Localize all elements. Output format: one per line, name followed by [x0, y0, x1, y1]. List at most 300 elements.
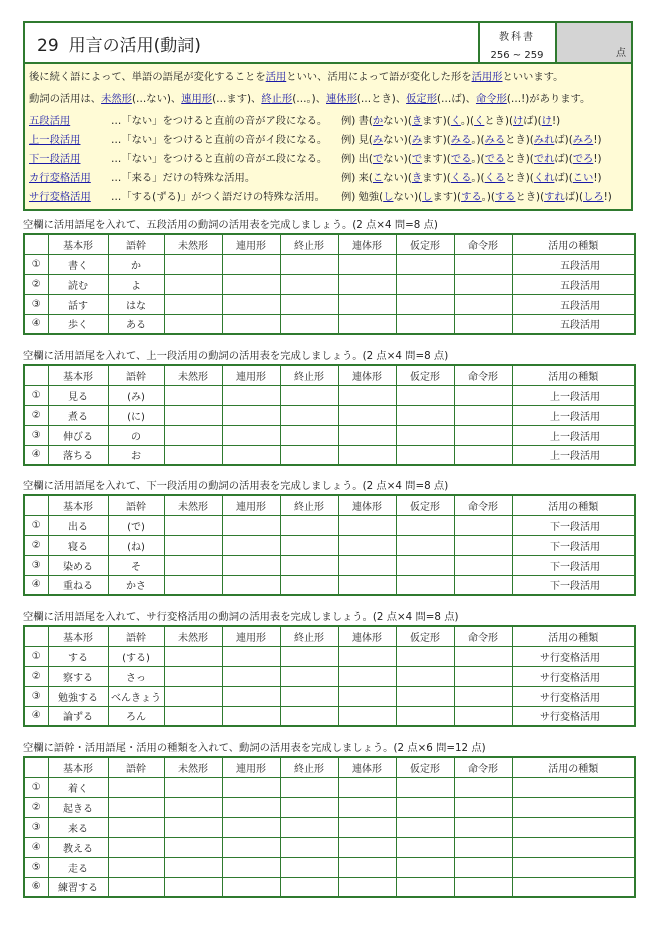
- example-ending: しろ: [583, 191, 604, 203]
- table-row: [24, 575, 635, 595]
- text: (…とき)、: [356, 93, 407, 105]
- table-header-row: [24, 495, 635, 515]
- answer-cell[interactable]: [512, 777, 635, 797]
- answer-cell[interactable]: [164, 837, 222, 857]
- answer-cell[interactable]: [280, 515, 338, 535]
- answer-cell[interactable]: [454, 646, 512, 666]
- answer-cell[interactable]: [280, 857, 338, 877]
- example-ending: み: [411, 134, 423, 146]
- answer-cell[interactable]: [164, 405, 222, 425]
- example-text: !): [593, 134, 602, 146]
- answer-cell[interactable]: [396, 405, 454, 425]
- text: (…。)、: [292, 93, 326, 105]
- table-cell: 上一段活用: [512, 405, 635, 425]
- table-cell: (に): [108, 405, 164, 425]
- column-header: 語幹: [108, 495, 164, 515]
- answer-cell[interactable]: [338, 535, 396, 555]
- kind-name: 上一段活用: [29, 134, 81, 146]
- row-number: ①: [24, 254, 48, 274]
- answer-cell[interactable]: [338, 797, 396, 817]
- answer-cell[interactable]: [338, 646, 396, 666]
- text: 動詞の活用は、: [29, 93, 102, 105]
- answer-cell[interactable]: [338, 254, 396, 274]
- answer-cell[interactable]: [338, 314, 396, 334]
- answer-cell[interactable]: [164, 857, 222, 877]
- example-text: ない)(: [393, 191, 423, 203]
- column-header: [24, 495, 48, 515]
- table-row: [24, 837, 635, 857]
- table-cell: (する): [108, 646, 164, 666]
- table-cell: 下一段活用: [512, 535, 635, 555]
- answer-cell[interactable]: [280, 385, 338, 405]
- answer-cell[interactable]: [396, 646, 454, 666]
- worksheet-header: [23, 21, 633, 64]
- answer-cell[interactable]: [338, 385, 396, 405]
- table-cell: 読む: [48, 274, 108, 294]
- answer-cell[interactable]: [164, 777, 222, 797]
- answer-cell[interactable]: [396, 797, 454, 817]
- answer-cell[interactable]: [164, 294, 222, 314]
- row-number: ④: [24, 706, 48, 726]
- answer-cell[interactable]: [396, 294, 454, 314]
- table-cell: 教える: [48, 837, 108, 857]
- example-text: 例) 見(: [341, 134, 373, 146]
- answer-cell[interactable]: [222, 575, 280, 595]
- table-row: [24, 857, 635, 877]
- answer-cell[interactable]: [164, 535, 222, 555]
- kind-description: …「ない」をつけると直前の音がイ段になる。: [111, 134, 328, 146]
- example-text: 例) 勉強(: [341, 191, 384, 203]
- explanation-line-1: [29, 72, 563, 82]
- column-header: 未然形: [164, 495, 222, 515]
- answer-cell[interactable]: [396, 575, 454, 595]
- answer-cell[interactable]: [222, 857, 280, 877]
- answer-cell[interactable]: [512, 837, 635, 857]
- row-number: ③: [24, 686, 48, 706]
- table-row: [24, 706, 635, 726]
- kind-name: 五段活用: [29, 115, 71, 127]
- table-row: [24, 535, 635, 555]
- column-header: 仮定形: [396, 495, 454, 515]
- answer-cell[interactable]: [164, 575, 222, 595]
- table-cell: 書く: [48, 254, 108, 274]
- answer-cell[interactable]: [338, 274, 396, 294]
- example-ending: く: [450, 115, 461, 127]
- row-number: ③: [24, 425, 48, 445]
- answer-cell[interactable]: [280, 706, 338, 726]
- column-header: 基本形: [48, 365, 108, 385]
- answer-cell[interactable]: [454, 385, 512, 405]
- column-header: 命令形: [454, 757, 512, 777]
- answer-cell[interactable]: [222, 425, 280, 445]
- answer-cell[interactable]: [222, 314, 280, 334]
- answer-cell[interactable]: [338, 877, 396, 897]
- kind-description: …「ない」をつけると直前の音がア段になる。: [111, 115, 328, 127]
- answer-cell[interactable]: [396, 817, 454, 837]
- answer-cell[interactable]: [222, 385, 280, 405]
- term: 連用形: [181, 93, 213, 105]
- table-cell: 練習する: [48, 877, 108, 897]
- answer-cell[interactable]: [108, 837, 164, 857]
- example-ending: き: [411, 115, 423, 127]
- answer-cell[interactable]: [164, 817, 222, 837]
- term: 命令形: [475, 93, 507, 105]
- row-number: ①: [24, 646, 48, 666]
- textbook-label: 教科書: [499, 32, 535, 43]
- example-text: ない)(: [383, 115, 412, 127]
- answer-cell[interactable]: [164, 445, 222, 465]
- example-text: ない)(: [383, 172, 412, 184]
- answer-cell[interactable]: [338, 425, 396, 445]
- answer-cell[interactable]: [396, 777, 454, 797]
- answer-cell[interactable]: [164, 706, 222, 726]
- column-header: 連用形: [222, 495, 280, 515]
- column-header: 命令形: [454, 234, 512, 254]
- example-text: とき)(: [505, 134, 534, 146]
- table-cell: 染める: [48, 555, 108, 575]
- answer-cell[interactable]: [338, 666, 396, 686]
- answer-cell[interactable]: [454, 445, 512, 465]
- example-text: ば)(: [564, 191, 584, 203]
- conjugation-kind-row: [29, 173, 601, 183]
- answer-cell[interactable]: [338, 837, 396, 857]
- column-header: 未然形: [164, 626, 222, 646]
- answer-cell[interactable]: [222, 254, 280, 274]
- answer-cell[interactable]: [108, 777, 164, 797]
- answer-cell[interactable]: [164, 646, 222, 666]
- row-number: ④: [24, 445, 48, 465]
- example-text: !): [593, 153, 602, 165]
- answer-cell[interactable]: [512, 857, 635, 877]
- conjugation-table: [23, 756, 636, 898]
- answer-cell[interactable]: [454, 777, 512, 797]
- answer-cell[interactable]: [280, 575, 338, 595]
- text: (…ない)、: [131, 93, 182, 105]
- answer-cell[interactable]: [280, 686, 338, 706]
- answer-cell[interactable]: [396, 445, 454, 465]
- example-ending: く: [474, 115, 485, 127]
- column-header: 終止形: [280, 365, 338, 385]
- answer-cell[interactable]: [338, 706, 396, 726]
- answer-cell[interactable]: [396, 686, 454, 706]
- example-text: とき)(: [505, 172, 534, 184]
- term: 連体形: [326, 93, 357, 105]
- table-cell: (み): [108, 385, 164, 405]
- example-text: ます)(: [422, 172, 451, 184]
- example-text: とき)(: [505, 153, 534, 165]
- answer-cell[interactable]: [164, 686, 222, 706]
- answer-cell[interactable]: [164, 385, 222, 405]
- table-cell: べんきょう: [108, 686, 164, 706]
- score-box[interactable]: [555, 23, 631, 62]
- answer-cell[interactable]: [222, 445, 280, 465]
- answer-cell[interactable]: [108, 877, 164, 897]
- text: といい、活用によって語が変化した形を: [286, 71, 472, 83]
- answer-cell[interactable]: [280, 777, 338, 797]
- answer-cell[interactable]: [222, 515, 280, 535]
- answer-cell[interactable]: [280, 445, 338, 465]
- answer-cell[interactable]: [280, 425, 338, 445]
- column-header: 基本形: [48, 626, 108, 646]
- row-number: ③: [24, 555, 48, 575]
- answer-cell[interactable]: [108, 857, 164, 877]
- answer-cell[interactable]: [454, 405, 512, 425]
- answer-cell[interactable]: [222, 837, 280, 857]
- column-header: 語幹: [108, 365, 164, 385]
- column-header: 語幹: [108, 234, 164, 254]
- section-instruction: 空欄に活用語尾を入れて、下一段活用の動詞の活用表を完成しましょう。(2 点×4 問=8 点): [23, 480, 449, 492]
- answer-cell[interactable]: [338, 575, 396, 595]
- kind-description: …「ない」をつけると直前の音がエ段になる。: [111, 153, 328, 165]
- answer-cell[interactable]: [512, 797, 635, 817]
- table-row: [24, 877, 635, 897]
- table-row: [24, 666, 635, 686]
- answer-cell[interactable]: [280, 274, 338, 294]
- answer-cell[interactable]: [338, 294, 396, 314]
- table-row: [24, 425, 635, 445]
- answer-cell[interactable]: [454, 817, 512, 837]
- row-number: ①: [24, 515, 48, 535]
- answer-cell[interactable]: [280, 535, 338, 555]
- answer-cell[interactable]: [164, 314, 222, 334]
- column-header: 連用形: [222, 365, 280, 385]
- answer-cell[interactable]: [454, 666, 512, 686]
- answer-cell[interactable]: [222, 877, 280, 897]
- table-row: [24, 555, 635, 575]
- table-cell: 落ちる: [48, 445, 108, 465]
- answer-cell[interactable]: [222, 405, 280, 425]
- table-cell: 煮る: [48, 405, 108, 425]
- example-ending: でる: [484, 153, 506, 165]
- table-row: [24, 646, 635, 666]
- text: (…ば)、: [437, 93, 476, 105]
- text: 後に続く語によって、単語の語尾が変化することを: [29, 71, 266, 83]
- row-number: ①: [24, 777, 48, 797]
- example-ending: する: [494, 191, 516, 203]
- answer-cell[interactable]: [164, 274, 222, 294]
- column-header: 命令形: [454, 365, 512, 385]
- answer-cell[interactable]: [454, 515, 512, 535]
- answer-cell[interactable]: [454, 254, 512, 274]
- example-ending: き: [411, 172, 423, 184]
- column-header: 未然形: [164, 757, 222, 777]
- answer-cell[interactable]: [454, 555, 512, 575]
- table-row: [24, 686, 635, 706]
- table-cell: よ: [108, 274, 164, 294]
- answer-cell[interactable]: [338, 857, 396, 877]
- example-ending: か: [372, 115, 384, 127]
- table-cell: お: [108, 445, 164, 465]
- answer-cell[interactable]: [454, 274, 512, 294]
- answer-cell[interactable]: [512, 877, 635, 897]
- column-header: 連体形: [338, 365, 396, 385]
- example-ending: み: [372, 134, 384, 146]
- answer-cell[interactable]: [222, 797, 280, 817]
- answer-cell[interactable]: [338, 445, 396, 465]
- answer-cell[interactable]: [280, 314, 338, 334]
- answer-cell[interactable]: [396, 706, 454, 726]
- example-text: !): [603, 191, 612, 203]
- example-ending: で: [411, 153, 423, 165]
- answer-cell[interactable]: [222, 646, 280, 666]
- answer-cell[interactable]: [454, 857, 512, 877]
- answer-cell[interactable]: [396, 515, 454, 535]
- table-cell: さっ: [108, 666, 164, 686]
- answer-cell[interactable]: [108, 817, 164, 837]
- example-text: とき)(: [484, 115, 513, 127]
- answer-cell[interactable]: [222, 817, 280, 837]
- answer-cell[interactable]: [454, 294, 512, 314]
- answer-cell[interactable]: [454, 535, 512, 555]
- answer-cell[interactable]: [338, 777, 396, 797]
- table-cell: 上一段活用: [512, 445, 635, 465]
- example-text: 。)(: [471, 172, 485, 184]
- table-cell: 出る: [48, 515, 108, 535]
- answer-cell[interactable]: [396, 666, 454, 686]
- answer-cell[interactable]: [280, 817, 338, 837]
- kind-name: サ行変格活用: [29, 191, 91, 203]
- answer-cell[interactable]: [280, 797, 338, 817]
- textbook-pages: 256 ~ 259: [490, 50, 544, 61]
- table-row: [24, 254, 635, 274]
- column-header: 終止形: [280, 757, 338, 777]
- answer-cell[interactable]: [164, 425, 222, 445]
- answer-cell[interactable]: [280, 405, 338, 425]
- answer-cell[interactable]: [222, 294, 280, 314]
- table-row: [24, 445, 635, 465]
- row-number: ④: [24, 575, 48, 595]
- example-ending: みれ: [533, 134, 555, 146]
- table-cell: 寝る: [48, 535, 108, 555]
- table-cell: 重ねる: [48, 575, 108, 595]
- table-row: [24, 385, 635, 405]
- row-number: ④: [24, 314, 48, 334]
- answer-cell[interactable]: [454, 706, 512, 726]
- answer-cell[interactable]: [396, 274, 454, 294]
- row-number: ⑥: [24, 877, 48, 897]
- example-text: 例) 来(: [341, 172, 373, 184]
- textbook-reference: [478, 23, 554, 62]
- example-text: 。)(: [460, 115, 475, 127]
- example-text: 例) 出(: [341, 153, 373, 165]
- term: 活用形: [471, 71, 503, 83]
- column-header: 仮定形: [396, 234, 454, 254]
- answer-cell[interactable]: [164, 254, 222, 274]
- table-cell: はな: [108, 294, 164, 314]
- answer-cell[interactable]: [338, 555, 396, 575]
- example-text: とき)(: [515, 191, 545, 203]
- answer-cell[interactable]: [338, 405, 396, 425]
- example-text: ない)(: [383, 153, 412, 165]
- answer-cell[interactable]: [338, 515, 396, 535]
- answer-cell[interactable]: [280, 646, 338, 666]
- answer-cell[interactable]: [396, 385, 454, 405]
- answer-cell[interactable]: [454, 797, 512, 817]
- column-header: [24, 365, 48, 385]
- answer-cell[interactable]: [280, 294, 338, 314]
- answer-cell[interactable]: [280, 254, 338, 274]
- answer-cell[interactable]: [396, 877, 454, 897]
- table-cell: ろん: [108, 706, 164, 726]
- example-text: ない)(: [383, 134, 412, 146]
- term: 活用: [265, 71, 287, 83]
- lesson-number: 29: [37, 36, 59, 56]
- column-header: 活用の種類: [512, 757, 635, 777]
- table-cell: サ行変格活用: [512, 646, 635, 666]
- answer-cell[interactable]: [454, 425, 512, 445]
- column-header: 終止形: [280, 495, 338, 515]
- column-header: 連体形: [338, 757, 396, 777]
- answer-cell[interactable]: [454, 877, 512, 897]
- answer-cell[interactable]: [396, 857, 454, 877]
- answer-cell[interactable]: [280, 877, 338, 897]
- answer-cell[interactable]: [222, 555, 280, 575]
- answer-cell[interactable]: [338, 686, 396, 706]
- answer-cell[interactable]: [222, 274, 280, 294]
- answer-cell[interactable]: [454, 575, 512, 595]
- answer-cell[interactable]: [222, 777, 280, 797]
- answer-cell[interactable]: [164, 797, 222, 817]
- table-row: [24, 797, 635, 817]
- answer-cell[interactable]: [396, 314, 454, 334]
- answer-cell[interactable]: [396, 254, 454, 274]
- answer-cell[interactable]: [164, 877, 222, 897]
- example-ending: し: [422, 191, 433, 203]
- table-cell: 勉強する: [48, 686, 108, 706]
- table-cell: の: [108, 425, 164, 445]
- answer-cell[interactable]: [164, 666, 222, 686]
- page-title: [37, 31, 201, 56]
- answer-cell[interactable]: [396, 425, 454, 445]
- answer-cell[interactable]: [280, 555, 338, 575]
- table-cell: 話す: [48, 294, 108, 314]
- conjugation-table: [23, 494, 636, 596]
- answer-cell[interactable]: [222, 706, 280, 726]
- answer-cell[interactable]: [280, 666, 338, 686]
- answer-cell[interactable]: [164, 555, 222, 575]
- conjugation-table: [23, 233, 636, 335]
- text: といいます。: [502, 71, 564, 83]
- table-cell: (ね): [108, 535, 164, 555]
- answer-cell[interactable]: [222, 535, 280, 555]
- answer-cell[interactable]: [454, 314, 512, 334]
- answer-cell[interactable]: [222, 686, 280, 706]
- table-row: [24, 515, 635, 535]
- answer-cell[interactable]: [108, 797, 164, 817]
- example-ending: すれ: [544, 191, 565, 203]
- answer-cell[interactable]: [280, 837, 338, 857]
- answer-cell[interactable]: [396, 535, 454, 555]
- answer-cell[interactable]: [222, 666, 280, 686]
- answer-cell[interactable]: [454, 686, 512, 706]
- row-number: ②: [24, 405, 48, 425]
- column-header: 基本形: [48, 757, 108, 777]
- row-number: ③: [24, 294, 48, 314]
- explanation-box: [23, 64, 633, 211]
- example-text: ます)(: [422, 115, 451, 127]
- kind-name: 下一段活用: [29, 153, 81, 165]
- example-ending: する: [461, 191, 482, 203]
- answer-cell[interactable]: [396, 555, 454, 575]
- column-header: 連用形: [222, 757, 280, 777]
- answer-cell[interactable]: [164, 515, 222, 535]
- answer-cell[interactable]: [512, 817, 635, 837]
- answer-cell[interactable]: [454, 837, 512, 857]
- answer-cell[interactable]: [396, 837, 454, 857]
- example-ending: でる: [450, 153, 472, 165]
- table-cell: 来る: [48, 817, 108, 837]
- answer-cell[interactable]: [338, 817, 396, 837]
